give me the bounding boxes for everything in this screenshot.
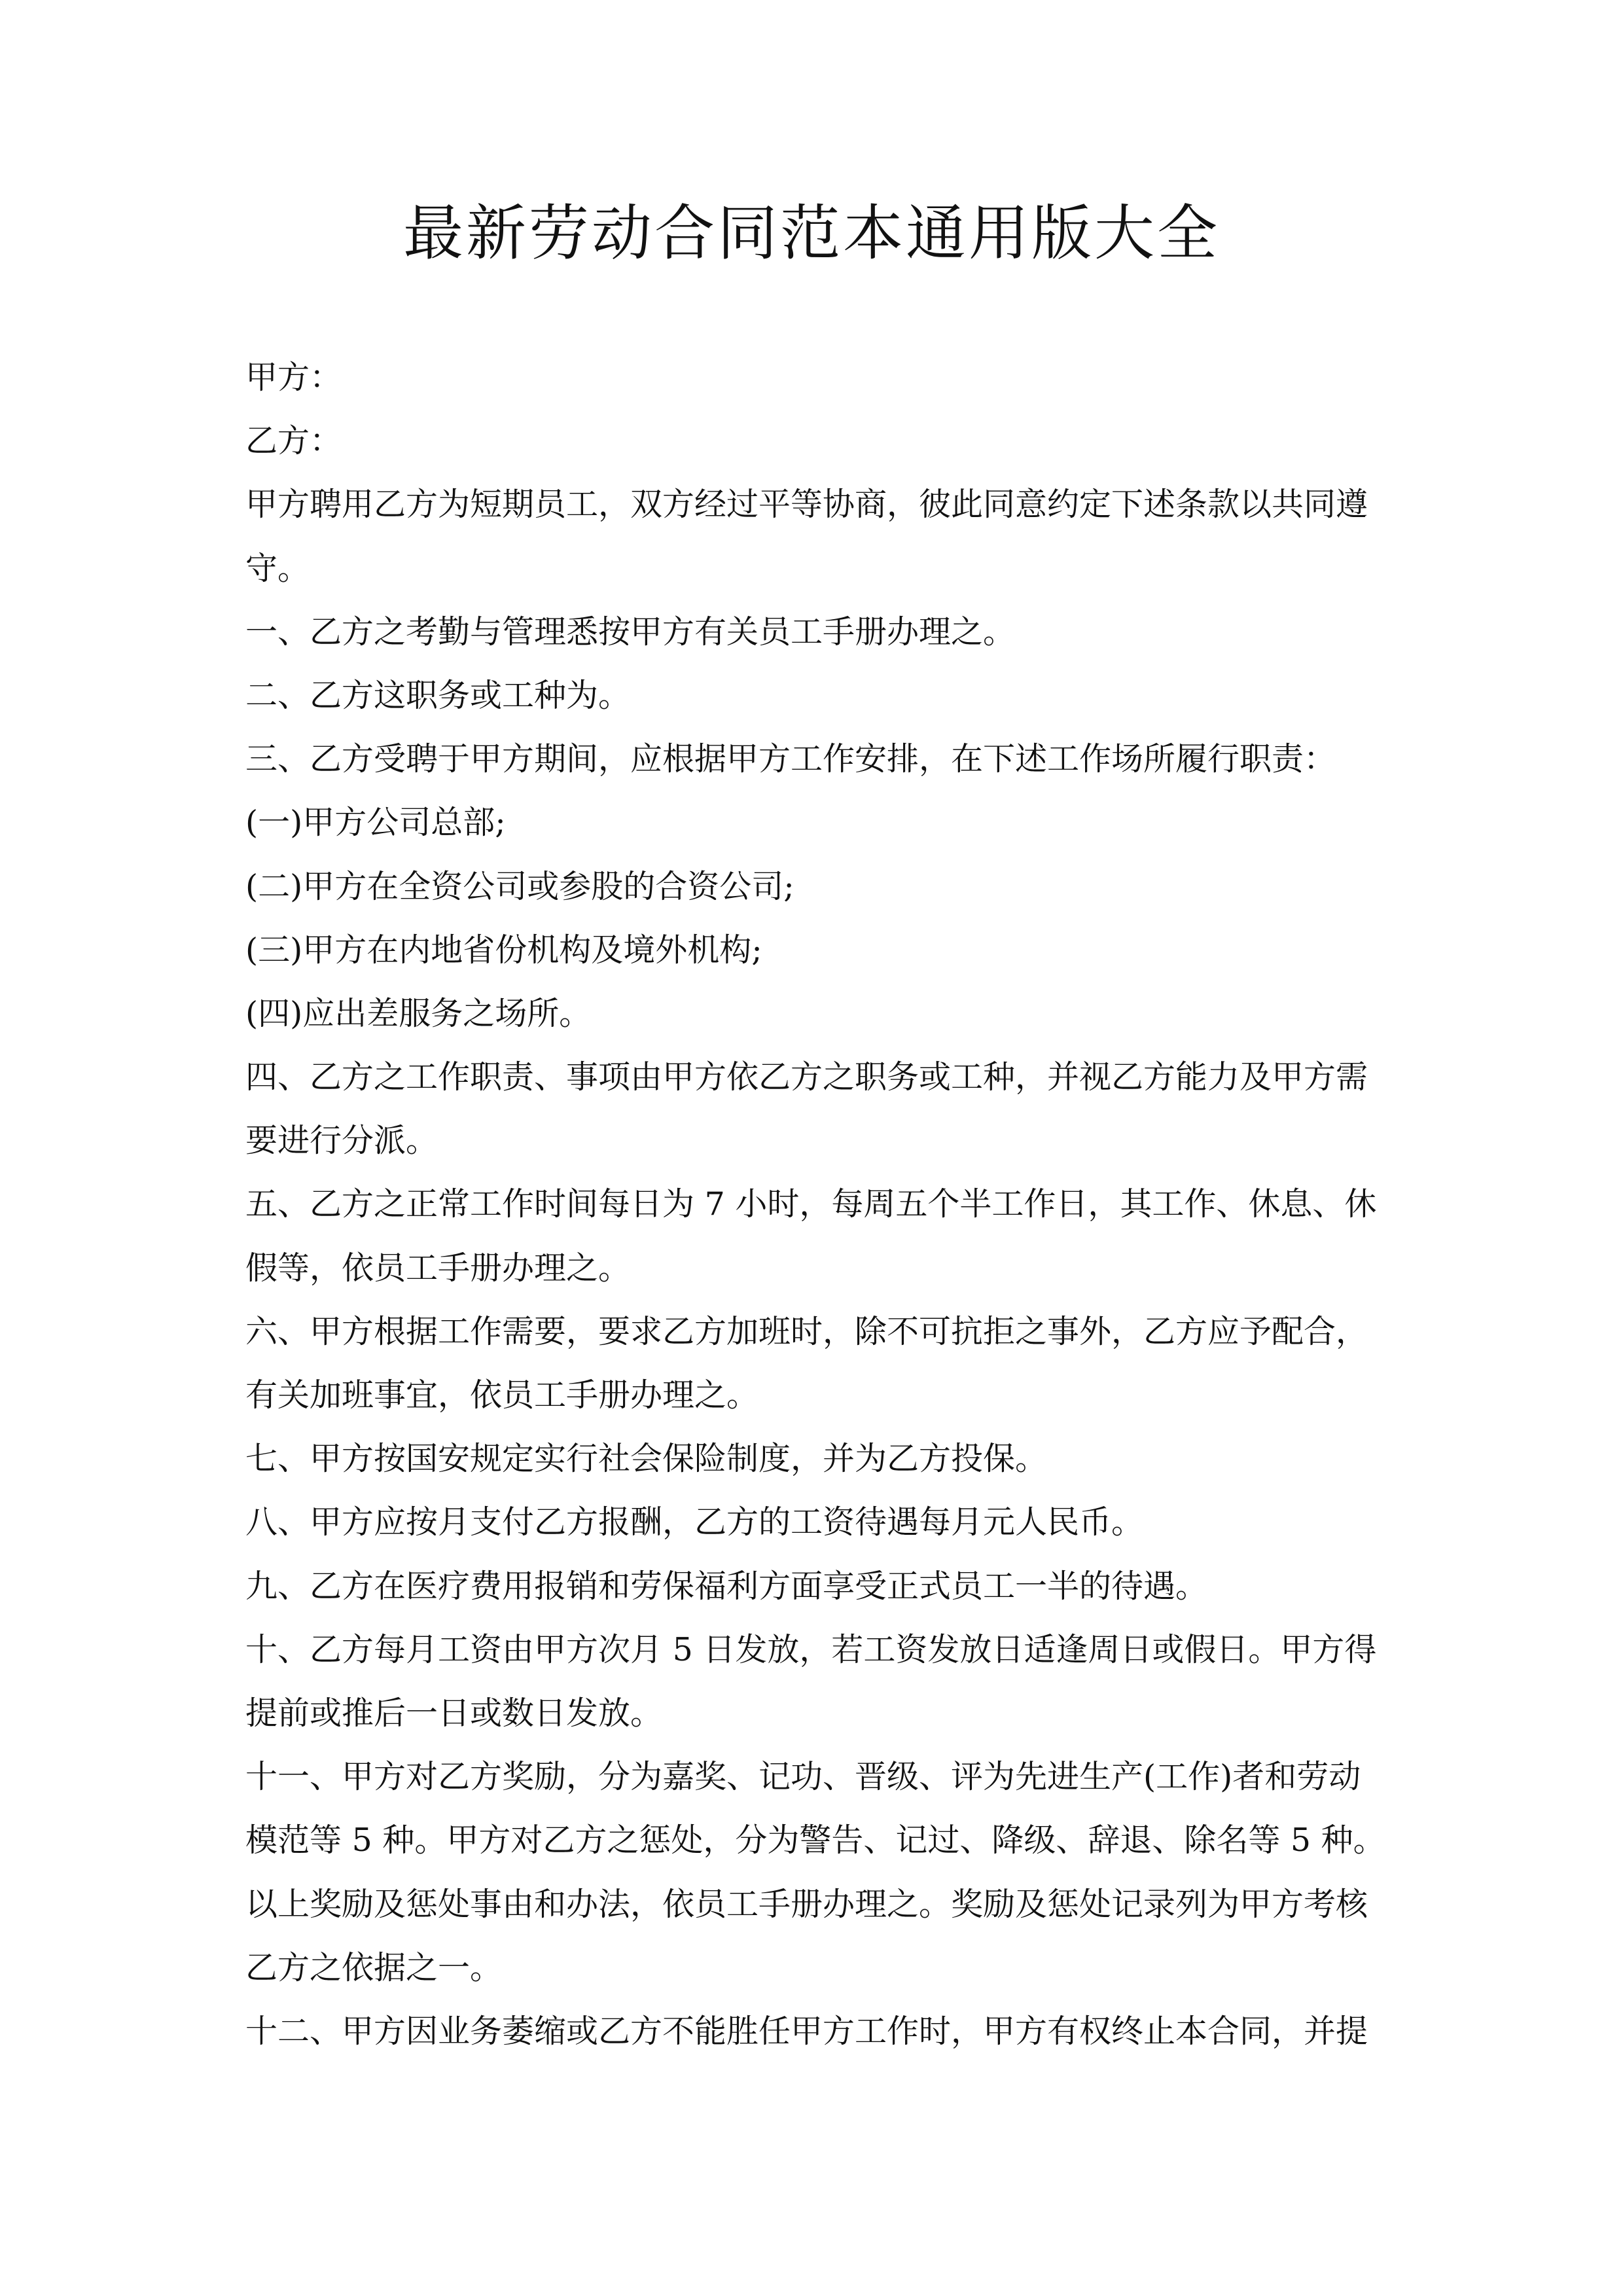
text-line: 模范等 5 种。甲方对乙方之惩处，分为警告、记过、降级、辞退、除名等 5 种。: [245, 1821, 1385, 1859]
text-line: (四)应出差服务之场所。: [245, 994, 592, 1032]
document-body: [245, 346, 1397, 2063]
text-line: 甲方：: [245, 359, 342, 396]
text-line: (一)甲方公司总部;: [245, 804, 506, 842]
text-line: 十二、甲方因业务萎缩或乙方不能胜任甲方工作时，甲方有权终止本合同，并提: [245, 2012, 1368, 2050]
text-line: (三)甲方在内地省份机构及境外机构;: [245, 931, 762, 969]
text-line: 二、乙方这职务或工种为。: [245, 676, 631, 714]
text-line: 有关加班事宜，依员工手册办理之。: [245, 1376, 759, 1414]
document-title: 最新劳动合同范本通用版大全: [402, 198, 1220, 268]
text-line: 甲方聘用乙方为短期员工，双方经过平等协商，彼此同意约定下述条款以共同遵: [245, 486, 1368, 524]
text-line: 十、乙方每月工资由甲方次月 5 日发放，若工资发放日适逢周日或假日。甲方得: [245, 1630, 1377, 1668]
text-line: 十一、甲方对乙方奖励，分为嘉奖、记功、晋级、评为先进生产(工作)者和劳动: [245, 1758, 1361, 1796]
text-line: 乙方之依据之一。: [245, 1948, 503, 1986]
text-line: 以上奖励及惩处事由和办法，依员工手册办理之。奖励及惩处记录列为甲方考核: [245, 1885, 1368, 1923]
text-line: 四、乙方之工作职责、事项由甲方依乙方之职务或工种，并视乙方能力及甲方需: [245, 1058, 1368, 1096]
text-line: 守。: [245, 549, 310, 587]
text-line: 乙方：: [245, 422, 342, 460]
text-line: 八、甲方应按月支付乙方报酬，乙方的工资待遇每月元人民币。: [245, 1503, 1144, 1541]
text-line: (二)甲方在全资公司或参股的合资公司;: [245, 867, 794, 905]
text-line: 五、乙方之正常工作时间每日为 7 小时，每周五个半工作日，其工作、休息、休: [245, 1185, 1377, 1223]
text-line: 九、乙方在医疗费用报销和劳保福利方面享受正式员工一半的待遇。: [245, 1567, 1208, 1605]
text-line: 六、甲方根据工作需要，要求乙方加班时，除不可抗拒之事外，乙方应予配合，: [245, 1312, 1368, 1350]
text-line: 一、乙方之考勤与管理悉按甲方有关员工手册办理之。: [245, 613, 1016, 651]
text-line: 三、乙方受聘于甲方期间，应根据甲方工作安排，在下述工作场所履行职责：: [245, 740, 1336, 778]
text-line: 假等，依员工手册办理之。: [245, 1249, 631, 1287]
text-line: 要进行分派。: [245, 1122, 438, 1160]
text-line: 提前或推后一日或数日发放。: [245, 1694, 663, 1732]
text-line: 七、甲方按国安规定实行社会保险制度，并为乙方投保。: [245, 1440, 1048, 1478]
